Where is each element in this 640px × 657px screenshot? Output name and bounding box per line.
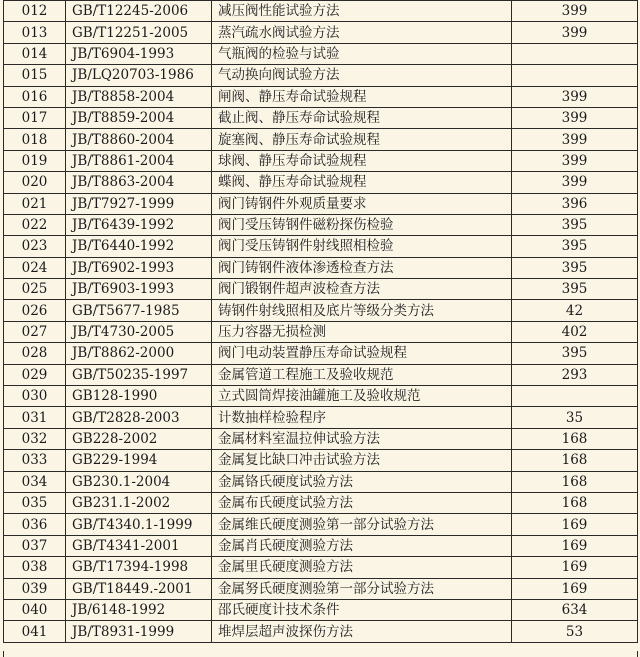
table-row (4, 557, 638, 578)
table-row (4, 193, 638, 214)
serial-number-cell: 017 (4, 107, 66, 128)
standard-name-cell: 立式圆筒焊接油罐施工及验收规范 (212, 386, 512, 407)
standard-name-cell: 阀门铸钢件液体渗透检查方法 (212, 257, 512, 278)
table-row (4, 1, 638, 22)
table-row (4, 428, 638, 449)
table-row (4, 492, 638, 513)
standard-name-cell: 截止阀、静压寿命试验规程 (212, 107, 512, 128)
table-continuation-edge (3, 651, 638, 657)
serial-number-cell: 035 (4, 492, 66, 513)
table-row (4, 214, 638, 235)
standard-name-cell: 阀门电动装置静压寿命试验规程 (212, 343, 512, 364)
standard-code-cell: GB/T12245-2006 (66, 1, 212, 22)
serial-number-cell: 027 (4, 321, 66, 342)
standard-name-cell: 金属材料室温拉伸试验方法 (212, 428, 512, 449)
table-row (4, 364, 638, 385)
table-row (4, 535, 638, 556)
standard-code-cell: JB/LQ20703-1986 (66, 65, 212, 86)
standard-name-cell: 金属铬氏硬度试验方法 (212, 471, 512, 492)
standard-code-cell: JB/T8862-2000 (66, 343, 212, 364)
table-row (4, 407, 638, 428)
serial-number-cell: 037 (4, 535, 66, 556)
standard-code-cell: JB/T6903-1993 (66, 279, 212, 300)
standard-name-cell: 铸钢件射线照相及底片等级分类方法 (212, 300, 512, 321)
price-cell: 634 (512, 599, 638, 620)
standard-name-cell: 气动换向阀试验方法 (212, 65, 512, 86)
standard-name-cell: 气瓶阀的检验与试验 (212, 43, 512, 64)
table-row (4, 578, 638, 599)
standard-code-cell: JB/T8931-1999 (66, 621, 212, 642)
standard-code-cell: JB/T6439-1992 (66, 214, 212, 235)
price-cell: 399 (512, 107, 638, 128)
standard-name-cell: 压力容器无损检测 (212, 321, 512, 342)
serial-number-cell: 022 (4, 214, 66, 235)
standard-code-cell: JB/T8861-2004 (66, 150, 212, 171)
standard-name-cell: 计数抽样检验程序 (212, 407, 512, 428)
standard-name-cell: 减压阀性能试验方法 (212, 1, 512, 22)
table-row (4, 107, 638, 128)
standard-code-cell: JB/T6904-1993 (66, 43, 212, 64)
serial-number-cell: 031 (4, 407, 66, 428)
price-cell: 168 (512, 492, 638, 513)
standard-code-cell: GB228-2002 (66, 428, 212, 449)
price-cell: 169 (512, 535, 638, 556)
standard-name-cell: 蒸汽疏水阀试验方法 (212, 22, 512, 43)
table-row (4, 279, 638, 300)
table-row (4, 621, 638, 642)
table-row (4, 343, 638, 364)
price-cell: 168 (512, 428, 638, 449)
price-cell (512, 386, 638, 407)
standard-name-cell: 阀门铸钢件外观质量要求 (212, 193, 512, 214)
serial-number-cell: 032 (4, 428, 66, 449)
table-row (4, 514, 638, 535)
standard-name-cell: 阀门锻钢件超声波检查方法 (212, 279, 512, 300)
standard-code-cell: GB128-1990 (66, 386, 212, 407)
price-cell: 169 (512, 514, 638, 535)
serial-number-cell: 038 (4, 557, 66, 578)
standard-code-cell: JB/T4730-2005 (66, 321, 212, 342)
standard-code-cell: JB/6148-1992 (66, 599, 212, 620)
price-cell: 168 (512, 471, 638, 492)
serial-number-cell: 016 (4, 86, 66, 107)
price-cell: 395 (512, 236, 638, 257)
standard-code-cell: GB230.1-2004 (66, 471, 212, 492)
standards-table (3, 0, 638, 643)
serial-number-cell: 041 (4, 621, 66, 642)
serial-number-cell: 024 (4, 257, 66, 278)
table-row (4, 300, 638, 321)
price-cell: 402 (512, 321, 638, 342)
price-cell: 293 (512, 364, 638, 385)
serial-number-cell: 030 (4, 386, 66, 407)
price-cell: 399 (512, 129, 638, 150)
price-cell: 395 (512, 343, 638, 364)
price-cell: 399 (512, 172, 638, 193)
serial-number-cell: 036 (4, 514, 66, 535)
serial-number-cell: 013 (4, 22, 66, 43)
price-cell: 169 (512, 578, 638, 599)
price-cell: 42 (512, 300, 638, 321)
serial-number-cell: 034 (4, 471, 66, 492)
serial-number-cell: 018 (4, 129, 66, 150)
price-cell: 395 (512, 257, 638, 278)
standard-code-cell: GB/T50235-1997 (66, 364, 212, 385)
price-cell (512, 43, 638, 64)
serial-number-cell: 029 (4, 364, 66, 385)
price-cell: 53 (512, 621, 638, 642)
standard-name-cell: 阀门受压铸钢件磁粉探伤检验 (212, 214, 512, 235)
standard-code-cell: GB/T4341-2001 (66, 535, 212, 556)
price-cell: 399 (512, 22, 638, 43)
serial-number-cell: 028 (4, 343, 66, 364)
price-cell: 399 (512, 1, 638, 22)
standard-code-cell: GB/T17394-1998 (66, 557, 212, 578)
price-cell: 399 (512, 86, 638, 107)
table-row (4, 321, 638, 342)
standard-name-cell: 金属努氏硬度测验第一部分试验方法 (212, 578, 512, 599)
table-row (4, 43, 638, 64)
serial-number-cell: 014 (4, 43, 66, 64)
price-cell (512, 65, 638, 86)
standard-code-cell: JB/T8863-2004 (66, 172, 212, 193)
table-row (4, 386, 638, 407)
standard-code-cell: GB/T5677-1985 (66, 300, 212, 321)
table-row (4, 599, 638, 620)
standard-code-cell: GB/T12251-2005 (66, 22, 212, 43)
price-cell: 399 (512, 150, 638, 171)
serial-number-cell: 023 (4, 236, 66, 257)
serial-number-cell: 019 (4, 150, 66, 171)
standard-name-cell: 球阀、静压寿命试验规程 (212, 150, 512, 171)
standard-code-cell: GB/T18449.-2001 (66, 578, 212, 599)
standard-name-cell: 邵氏硬度计技术条件 (212, 599, 512, 620)
standard-name-cell: 堆焊层超声波探伤方法 (212, 621, 512, 642)
standard-name-cell: 金属布氏硬度试验方法 (212, 492, 512, 513)
table-row (4, 172, 638, 193)
standard-name-cell: 阀门受压铸钢件射线照相检验 (212, 236, 512, 257)
table-row (4, 22, 638, 43)
serial-number-cell: 033 (4, 450, 66, 471)
standard-name-cell: 金属管道工程施工及验收规范 (212, 364, 512, 385)
table-row (4, 450, 638, 471)
standard-code-cell: GB229-1994 (66, 450, 212, 471)
standard-code-cell: JB/T8859-2004 (66, 107, 212, 128)
standard-code-cell: GB231.1-2002 (66, 492, 212, 513)
standard-name-cell: 闸阀、静压寿命试验规程 (212, 86, 512, 107)
price-cell: 168 (512, 450, 638, 471)
price-cell: 169 (512, 557, 638, 578)
standard-name-cell: 金属复比缺口冲击试验方法 (212, 450, 512, 471)
serial-number-cell: 020 (4, 172, 66, 193)
table-row (4, 236, 638, 257)
serial-number-cell: 039 (4, 578, 66, 599)
standard-code-cell: JB/T8860-2004 (66, 129, 212, 150)
serial-number-cell: 012 (4, 1, 66, 22)
price-cell: 395 (512, 214, 638, 235)
standard-name-cell: 金属肖氏硬度测验方法 (212, 535, 512, 556)
table-row (4, 257, 638, 278)
serial-number-cell: 015 (4, 65, 66, 86)
serial-number-cell: 025 (4, 279, 66, 300)
table-body (4, 1, 638, 643)
table-row (4, 86, 638, 107)
serial-number-cell: 026 (4, 300, 66, 321)
table-row (4, 129, 638, 150)
standard-name-cell: 金属里氏硬度测验方法 (212, 557, 512, 578)
price-cell: 395 (512, 279, 638, 300)
standard-name-cell: 金属维氏硬度测验第一部分试验方法 (212, 514, 512, 535)
standard-code-cell: JB/T8858-2004 (66, 86, 212, 107)
table-row (4, 65, 638, 86)
standard-code-cell: GB/T2828-2003 (66, 407, 212, 428)
standard-code-cell: JB/T7927-1999 (66, 193, 212, 214)
table-row (4, 150, 638, 171)
standard-code-cell: JB/T6440-1992 (66, 236, 212, 257)
price-cell: 35 (512, 407, 638, 428)
price-cell: 396 (512, 193, 638, 214)
standard-code-cell: GB/T4340.1-1999 (66, 514, 212, 535)
table-row (4, 471, 638, 492)
standard-code-cell: JB/T6902-1993 (66, 257, 212, 278)
standard-name-cell: 蝶阀、静压寿命试验规程 (212, 172, 512, 193)
serial-number-cell: 040 (4, 599, 66, 620)
serial-number-cell: 021 (4, 193, 66, 214)
standard-name-cell: 旋塞阀、静压寿命试验规程 (212, 129, 512, 150)
